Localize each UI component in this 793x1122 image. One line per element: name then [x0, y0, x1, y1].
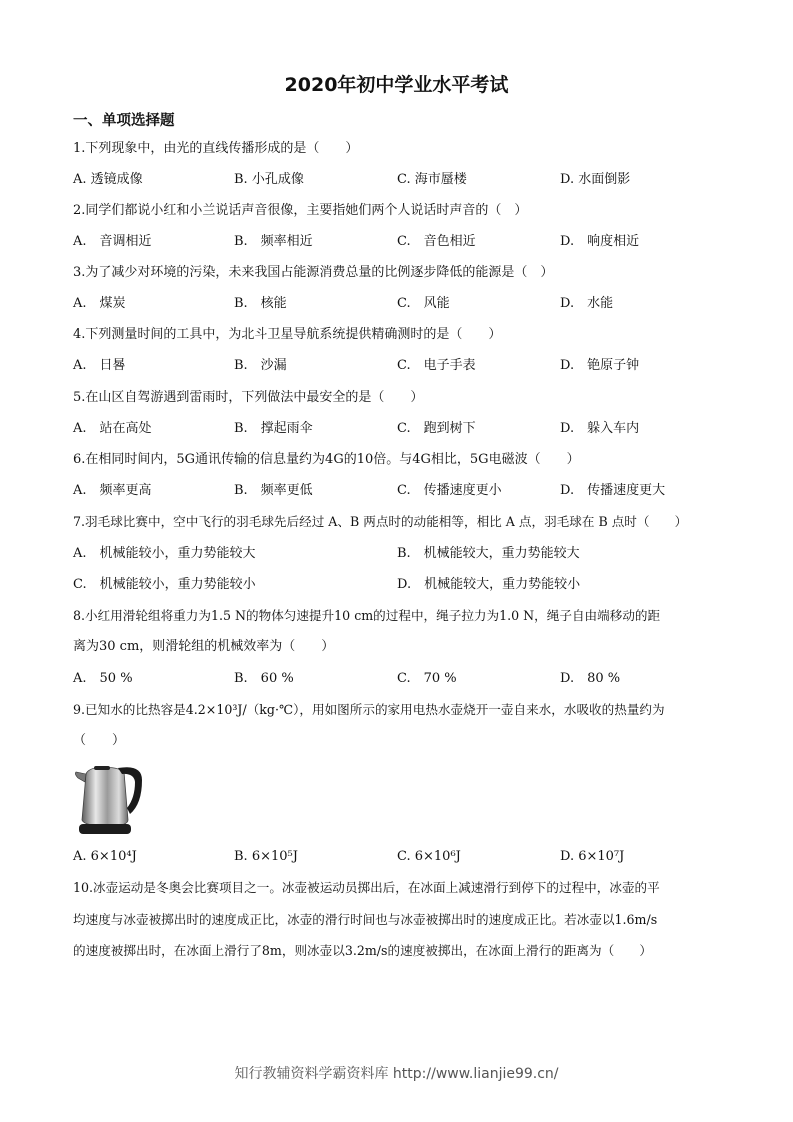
- question-3-stem: 3.为了减少对环境的污染，未来我国占能源消费总量的比例逐步降低的能源是（ ）: [73, 265, 554, 280]
- q7-option-b: B. 机械能较大，重力势能较大: [397, 546, 580, 561]
- q4-option-d: D. 铯原子钟: [560, 358, 640, 373]
- q3-option-d: D. 水能: [560, 296, 614, 311]
- q5-option-d: D. 躲入车内: [560, 421, 640, 436]
- question-4-stem: 4.下列测量时间的工具中，为北斗卫星导航系统提供精确测时的是（ ）: [73, 327, 502, 342]
- question-9-stem-line-2: （ ）: [73, 733, 126, 748]
- electric-kettle-image: [74, 760, 146, 838]
- page-title: 2020年初中学业水平考试: [284, 74, 509, 96]
- q9-option-c: C. 6×10⁶J: [397, 849, 461, 864]
- q1-option-c: C. 海市蜃楼: [397, 172, 467, 187]
- q7-option-c: C. 机械能较小，重力势能较小: [73, 577, 256, 592]
- q3-option-c: C. 风能: [397, 296, 450, 311]
- question-10-stem-line-3: 的速度被掷出时，在冰面上滑行了8m，则冰壶以3.2m/s的速度被掷出，在冰面上滑行的距离为（ ）: [73, 943, 652, 958]
- q9-option-a: A. 6×10⁴J: [73, 849, 137, 864]
- q3-option-b: B. 核能: [234, 296, 287, 311]
- q5-option-b: B. 撑起雨伞: [234, 421, 313, 436]
- q7-option-d: D. 机械能较大，重力势能较小: [397, 577, 581, 592]
- question-10-stem-line-1: 10.冰壶运动是冬奥会比赛项目之一。冰壶被运动员掷出后，在冰面上减速滑行到停下的过程中，冰壶的平: [73, 880, 660, 895]
- q3-option-a: A. 煤炭: [73, 296, 126, 311]
- question-7-stem: 7.羽毛球比赛中，空中飞行的羽毛球先后经过 A、B 两点时的动能相等，相比 A 点，羽毛球在 B 点时（ ）: [73, 514, 688, 529]
- q2-option-a: A. 音调相近: [73, 234, 152, 249]
- q1-option-b: B. 小孔成像: [234, 172, 304, 187]
- q9-option-d: D. 6×10⁷J: [560, 849, 625, 864]
- q4-option-b: B. 沙漏: [234, 358, 287, 373]
- q6-option-b: B. 频率更低: [234, 483, 313, 498]
- q1-option-d: D. 水面倒影: [560, 172, 631, 187]
- q8-option-b: B. 60 %: [234, 671, 294, 686]
- question-8-stem-line-2: 离为30 cm，则滑轮组的机械效率为（ ）: [73, 639, 335, 654]
- question-9-stem-line-1: 9.已知水的比热容是4.2×10³J/（kg·℃），用如图所示的家用电热水壶烧开一壶自来水，水吸收的热量约为: [73, 702, 665, 717]
- section-heading: 一、单项选择题: [73, 113, 175, 129]
- footer-watermark: 知行教辅资料学霸资料库 http://www.lianjie99.cn/: [234, 1066, 559, 1082]
- q6-option-a: A. 频率更高: [73, 483, 152, 498]
- question-1-stem: 1.下列现象中，由光的直线传播形成的是（ ）: [73, 141, 359, 156]
- question-5-stem: 5.在山区自驾游遇到雷雨时，下列做法中最安全的是（ ）: [73, 390, 424, 405]
- q1-option-a: A. 透镜成像: [73, 172, 143, 187]
- question-6-stem: 6.在相同时间内，5G通讯传输的信息量约为4G的10倍。与4G相比，5G电磁波（ ）: [73, 452, 580, 467]
- q8-option-d: D. 80 %: [560, 671, 621, 686]
- q2-option-c: C. 音色相近: [397, 234, 476, 249]
- q5-option-a: A. 站在高处: [73, 421, 152, 436]
- question-8-stem-line-1: 8.小红用滑轮组将重力为1.5 N的物体匀速提升10 cm的过程中，绳子拉力为1.0 N，绳子自由端移动的距: [73, 608, 661, 623]
- q6-option-d: D. 传播速度更大: [560, 483, 666, 498]
- q4-option-c: C. 电子手表: [397, 358, 476, 373]
- q7-option-a: A. 机械能较小，重力势能较大: [73, 546, 256, 561]
- question-2-stem: 2.同学们都说小红和小兰说话声音很像，主要指她们两个人说话时声音的（ ）: [73, 203, 528, 218]
- q2-option-b: B. 频率相近: [234, 234, 313, 249]
- q6-option-c: C. 传播速度更小: [397, 483, 502, 498]
- q2-option-d: D. 响度相近: [560, 234, 640, 249]
- q9-option-b: B. 6×10⁵J: [234, 849, 298, 864]
- q8-option-a: A. 50 %: [73, 671, 133, 686]
- q8-option-c: C. 70 %: [397, 671, 457, 686]
- q5-option-c: C. 跑到树下: [397, 421, 476, 436]
- q4-option-a: A. 日晷: [73, 358, 126, 373]
- question-10-stem-line-2: 均速度与冰壶被掷出时的速度成正比，冰壶的滑行时间也与冰壶被掷出时的速度成正比。若冰壶以1.6m/s: [73, 912, 658, 927]
